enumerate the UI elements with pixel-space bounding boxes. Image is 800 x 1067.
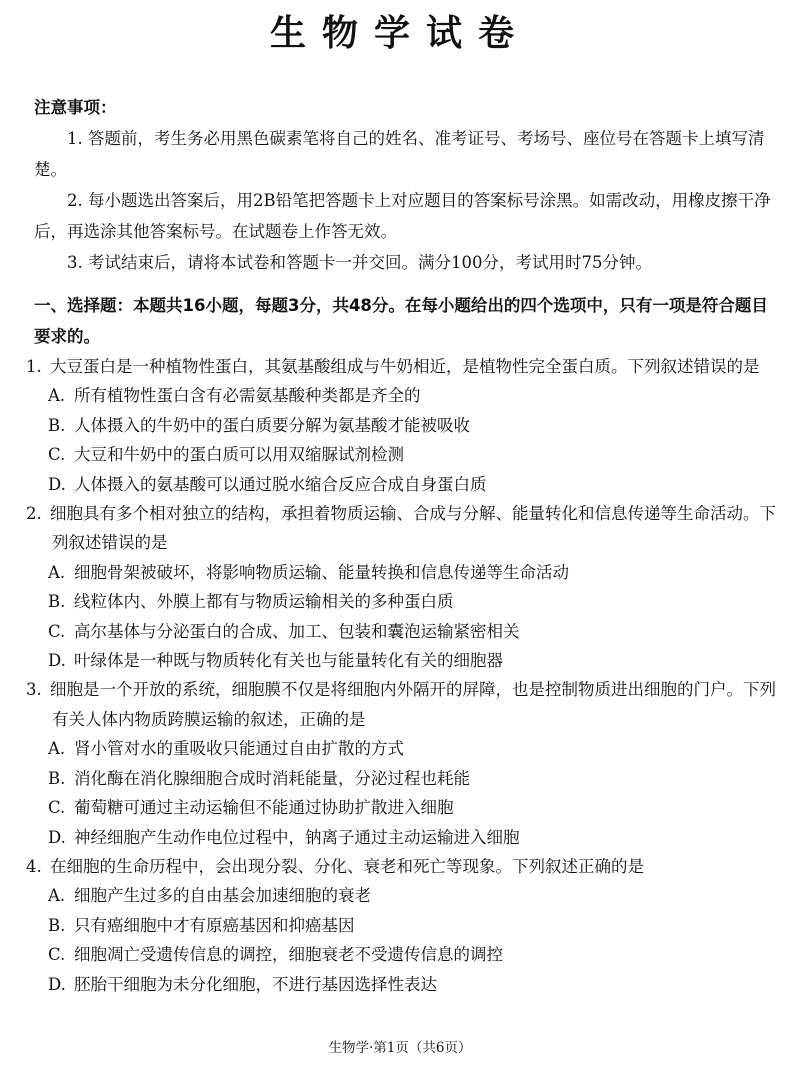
- question-text: 大豆蛋白是一种植物性蛋白，其氨基酸组成与牛奶相近，是植物性完全蛋白质。下列叙述错误的是: [50, 357, 760, 376]
- option-b: [26, 911, 778, 940]
- option-text: 神经细胞产生动作电位过程中，钠离子通过主动运输进入细胞: [74, 827, 520, 847]
- option-text: 只有癌细胞中才有原癌基因和抑癌基因: [74, 915, 355, 935]
- option-text: 细胞凋亡受遗传信息的调控，细胞衰老不受遗传信息的调控: [74, 945, 503, 965]
- question-4: [26, 852, 778, 999]
- option-letter: B.: [48, 592, 66, 612]
- option-text: 人体摄入的牛奶中的蛋白质要分解为氨基酸才能被吸收: [74, 415, 470, 435]
- option-text: 细胞产生过多的自由基会加速细胞的衰老: [74, 886, 371, 906]
- option-d: [26, 470, 778, 499]
- page-title: 生物学试卷: [269, 13, 530, 54]
- question-text: 在细胞的生命历程中，会出现分裂、分化、衰老和死亡等现象。下列叙述正确的是: [50, 856, 644, 876]
- option-c: [26, 440, 778, 469]
- option-a: [26, 881, 778, 910]
- option-b: [26, 411, 778, 440]
- option-letter: D.: [48, 974, 66, 994]
- question-text: 细胞具有多个相对独立的结构，承担着物质运输、合成与分解、能量转化和信息传递等生命活动。下列叙述错误的是: [50, 504, 776, 553]
- option-letter: C.: [48, 445, 66, 465]
- question-stem: [26, 352, 778, 381]
- option-a: [26, 381, 778, 410]
- option-letter: C.: [48, 621, 66, 641]
- option-letter: A.: [48, 562, 66, 582]
- option-c: [26, 793, 778, 822]
- question-2: [26, 499, 778, 675]
- notice-item: 1. 答题前，考生务必用黑色碳素笔将自己的姓名、准考证号、考场号、座位号在答题卡上填写清楚。: [34, 129, 765, 179]
- option-a: [26, 558, 778, 587]
- option-letter: A.: [48, 386, 66, 406]
- question-stem: [26, 675, 778, 734]
- question-number: 2.: [26, 504, 42, 524]
- option-b: [26, 764, 778, 793]
- question-text: 细胞是一个开放的系统，细胞膜不仅是将细胞内外隔开的屏障，也是控制物质进出细胞的门户。下列有关人体内物质跨膜运输的叙述，正确的是: [50, 680, 776, 729]
- notice-item: 3. 考试结束后，请将本试卷和答题卡一并交回。满分100分，考试用时75分钟。: [67, 253, 652, 272]
- question-3: [26, 675, 778, 851]
- notice-item: 2. 每小题选出答案后，用2B铅笔把答题卡上对应题目的答案标号涂黑。如需改动，用橡皮擦干净后，再选涂其他答案标号。在试题卷上作答无效。: [34, 191, 771, 241]
- option-letter: C.: [48, 945, 66, 965]
- option-letter: B.: [48, 768, 66, 788]
- option-c: [26, 940, 778, 969]
- option-d: [26, 823, 778, 852]
- option-text: 高尔基体与分泌蛋白的合成、加工、包装和囊泡运输紧密相关: [74, 621, 520, 641]
- page-footer: 生物学·第1页（共6页）: [328, 1040, 472, 1056]
- option-letter: A.: [48, 739, 66, 759]
- option-text: 人体摄入的氨基酸可以通过脱水缩合反应合成自身蛋白质: [74, 474, 487, 494]
- option-letter: B.: [48, 915, 66, 935]
- option-text: 细胞骨架被破坏，将影响物质运输、能量转换和信息传递等生命活动: [74, 562, 569, 582]
- option-text: 葡萄糖可通过主动运输但不能通过协助扩散进入细胞: [74, 798, 454, 818]
- notice-heading: 注意事项：: [34, 98, 117, 117]
- question-stem: [26, 852, 778, 881]
- option-text: 消化酶在消化腺细胞合成时消耗能量，分泌过程也耗能: [74, 768, 470, 788]
- option-text: 大豆和牛奶中的蛋白质可以用双缩脲试剂检测: [74, 445, 404, 465]
- option-text: 肾小管对水的重吸收只能通过自由扩散的方式: [74, 739, 404, 759]
- option-a: [26, 734, 778, 763]
- option-text: 叶绿体是一种既与物质转化有关也与能量转化有关的细胞器: [74, 651, 503, 671]
- option-c: [26, 617, 778, 646]
- option-letter: D.: [48, 827, 66, 847]
- option-d: [26, 970, 778, 999]
- notice-block: [34, 92, 774, 278]
- option-b: [26, 587, 778, 616]
- option-text: 所有植物性蛋白含有必需氨基酸种类都是齐全的: [74, 386, 421, 406]
- option-letter: D.: [48, 474, 66, 494]
- question-number: 4.: [26, 856, 42, 876]
- option-letter: B.: [48, 415, 66, 435]
- question-number: 1.: [26, 357, 42, 376]
- question-1: [26, 352, 778, 499]
- option-d: [26, 646, 778, 675]
- question-number: 3.: [26, 680, 42, 700]
- question-stem: [26, 499, 778, 558]
- option-text: 胚胎干细胞为未分化细胞，不进行基因选择性表达: [74, 974, 437, 994]
- option-text: 线粒体内、外膜上都有与物质运输相关的多种蛋白质: [74, 592, 454, 612]
- option-letter: A.: [48, 886, 66, 906]
- section-heading: 一、选择题：本题共16小题，每题3分，共48分。在每小题给出的四个选项中，只有一项是符合题目要求的。: [34, 296, 768, 346]
- question-list: [26, 352, 778, 999]
- option-letter: D.: [48, 651, 66, 671]
- option-letter: C.: [48, 798, 66, 818]
